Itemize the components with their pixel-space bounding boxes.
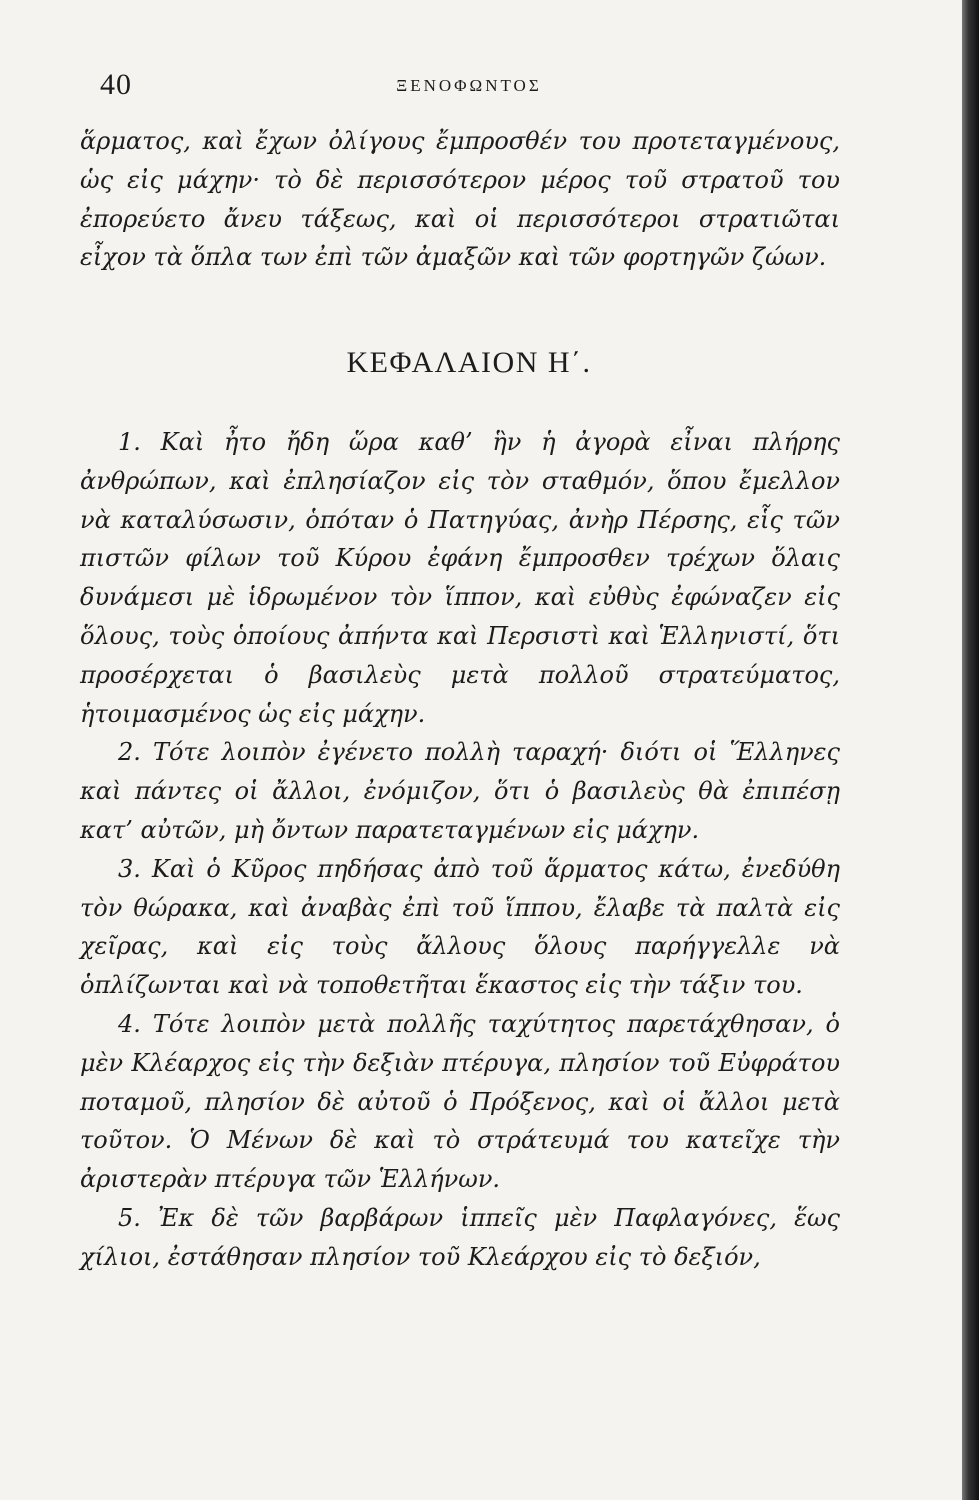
chapter-body [80,423,840,1277]
page-header [100,68,838,108]
running-title: ΞΕΝΟΦΩΝΤΟΣ [396,76,542,95]
continued-paragraph: ἅρματος, καὶ ἔχων ὀλίγους ἔμπροσθέν του προτεταγμένους, ὡς εἰς μάχην· τὸ δὲ περισσότερον μέρος τοῦ στρατοῦ του ἐπορεύετο ἄνευ τάξεως, καὶ οἱ περισσότεροι στρατιῶται εἶχον τὰ ὅπλα των ἐπὶ τῶν ἀμαξῶν καὶ τῶν φορτηγῶν ζώων. [80,127,840,272]
paragraph-2: 2. Τότε λοιπὸν ἐγένετο πολλὴ ταραχή· διότι οἱ Ἕλληνες καὶ πάντες οἱ ἄλλοι, ἐνόμιζον, ὅτι ὁ βασιλεὺς θὰ ἐπιπέσῃ κατ’ αὐτῶν, μὴ ὄντων παρατεταγμένων εἰς μάχην. [80,738,840,844]
paragraph-4: 4. Τότε λοιπὸν μετὰ πολλῆς ταχύτητος παρετάχθησαν, ὁ μὲν Κλέαρχος εἰς τὴν δεξιὰν πτέρυγα, πλησίον τοῦ Εὐφράτου ποταμοῦ, πλησίον δὲ αὐτοῦ ὁ Πρόξενος, καὶ οἱ ἄλλοι μετὰ τοῦτον. Ὁ Μένων δὲ καὶ τὸ στράτευμά του κατεῖχε τὴν ἀριστερὰν πτέρυγα τῶν Ἑλλήνων. [80,1009,840,1194]
continued-text-block [80,122,840,277]
paragraph-5: 5. Ἐκ δὲ τῶν βαρβάρων ἱππεῖς μὲν Παφλαγόνες, ἕως χίλιοι, ἐστάθησαν πλησίον τοῦ Κλεάρχου εἰς τὸ δεξιόν, [80,1203,840,1271]
page-number: 40 [100,68,132,101]
page-edge-shadow [962,0,979,1500]
paragraph-3: 3. Καὶ ὁ Κῦρος πηδήσας ἀπὸ τοῦ ἅρματος κάτω, ἐνεδύθη τὸν θώρακα, καὶ ἀναβὰς ἐπὶ τοῦ ἵππου, ἔλαβε τὰ παλτὰ εἰς χεῖρας, καὶ εἰς τοὺς ἄλλους ὅλους παρήγγελλε νὰ ὁπλίζωνται καὶ νὰ τοποθετῆται ἕκαστος εἰς τὴν τάξιν του. [80,854,840,1000]
chapter-heading: ΚΕΦΑΛΑΙΟΝ Η΄. [346,346,592,379]
paragraph-1: 1. Καὶ ἦτο ἤδη ὥρα καθ’ ἣν ἡ ἀγορὰ εἶναι πλήρης ἀνθρώπων, καὶ ἐπλησίαζον εἰς τὸν σταθμόν, ὅπου ἔμελλον νὰ καταλύσωσιν, ὁπόταν ὁ Πατηγύας, ἀνὴρ Πέρσης, εἷς τῶν πιστῶν φίλων τοῦ Κύρου ἐφάνη ἔμπροσθεν τρέχων ὅλαις δυνάμεσι μὲ ἱδρωμένον τὸν ἵππον, καὶ εὐθὺς ἐφώναζεν εἰς ὅλους, τοὺς ὁποίους ἀπήντα καὶ Περσιστὶ καὶ Ἑλληνιστί, ὅτι προσέρχεται ὁ βασιλεὺς μετὰ πολλοῦ στρατεύματος, ἡτοιμασμένος ὡς εἰς μάχην. [80,428,840,728]
